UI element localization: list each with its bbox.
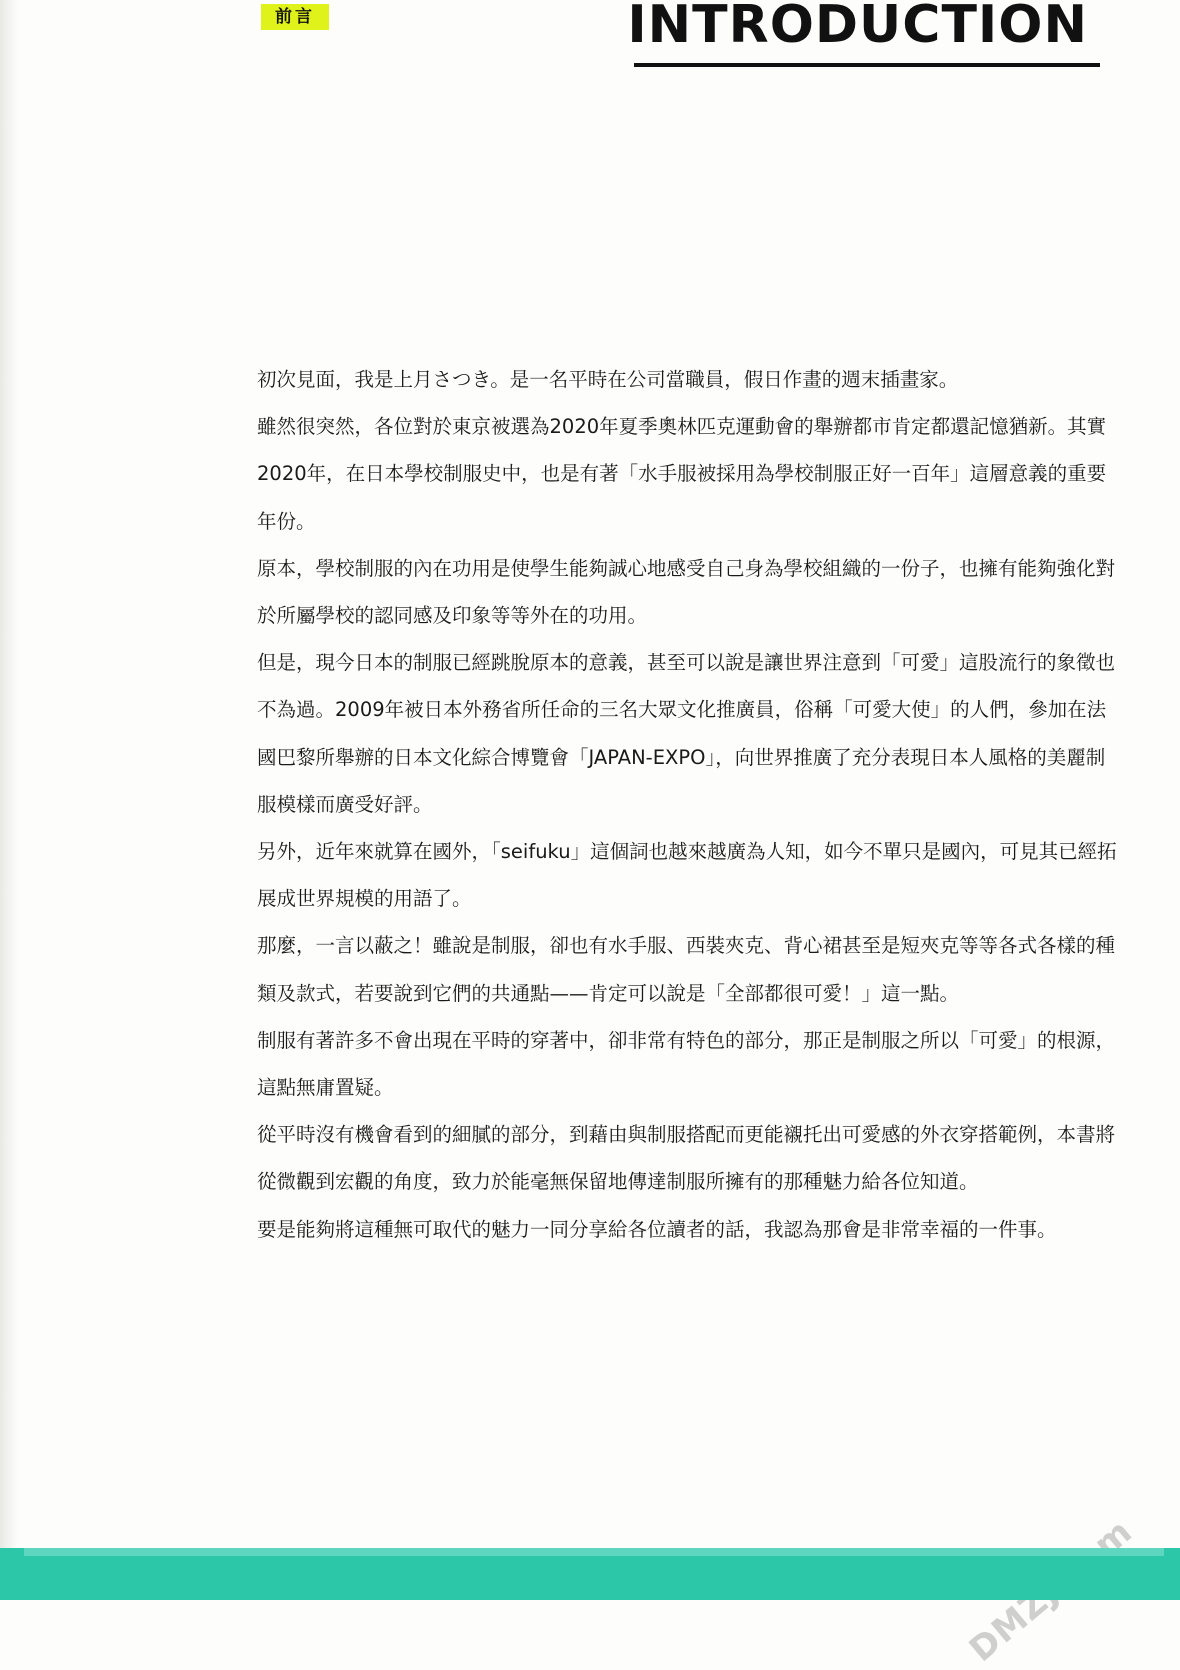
section-label: 前言	[261, 4, 329, 30]
paragraph: 另外，近年來就算在國外，「seifuku」這個詞也越來越廣為人知，如今不單只是國內，可見其已經拓展成世界規模的用語了。	[257, 840, 1117, 911]
paragraph: 從平時沒有機會看到的細膩的部分，到藉由與制服搭配而更能襯托出可愛感的外衣穿搭範例，本書將從微觀到宏觀的角度，致力於能毫無保留地傳達制服所擁有的那種魅力給各位知道。	[257, 1123, 1116, 1194]
paragraph: 雖然很突然，各位對於東京被選為2020年夏季奧林匹克運動會的舉辦都市肯定都還記憶猶新。其實2020年，在日本學校制服史中，也是有著「水手服被採用為學校制服正好一百年」這層意義的重要年份。	[257, 415, 1107, 533]
bottom-band-highlight	[24, 1548, 1164, 1556]
introduction-body	[257, 356, 1117, 1253]
paragraph: 初次見面，我是上月さつき。是一名平時在公司當職員，假日作畫的週末插畫家。	[257, 368, 959, 391]
title-underline	[634, 63, 1100, 67]
paragraph: 制服有著許多不會出現在平時的穿著中，卻非常有特色的部分，那正是制服之所以「可愛」的根源，這點無庸置疑。	[257, 1028, 1116, 1100]
paragraph: 但是，現今日本的制服已經跳脫原本的意義，甚至可以說是讓世界注意到「可愛」這股流行的象徵也不為過。2009年被日本外務省所任命的三名大眾文化推廣員，俗稱「可愛大使」的人們，參加在法國巴黎所舉辦的日本文化綜合博覽會「JAPAN-EXPO」，向世界推廣了充分表現日本人風格的美麗制服模樣而廣受好評。	[257, 651, 1116, 816]
paragraph: 那麼，一言以蔽之！雖說是制服，卻也有水手服、西裝夾克、背心裙甚至是短夾克等等各式各樣的種類及款式，若要說到它們的共通點——肯定可以說是「全部都很可愛！」這一點。	[257, 934, 1116, 1005]
page-binding-edge	[0, 0, 18, 1600]
page-title: INTRODUCTION	[627, 0, 1088, 55]
paragraph: 要是能夠將這種無可取代的魅力一同分享給各位讀者的話，我認為那會是非常幸福的一件事。	[257, 1217, 1057, 1241]
paragraph: 原本，學校制服的內在功用是使學生能夠誠心地感受自己身為學校組織的一份子，也擁有能夠強化對於所屬學校的認同感及印象等等外在的功用。	[257, 556, 1116, 628]
